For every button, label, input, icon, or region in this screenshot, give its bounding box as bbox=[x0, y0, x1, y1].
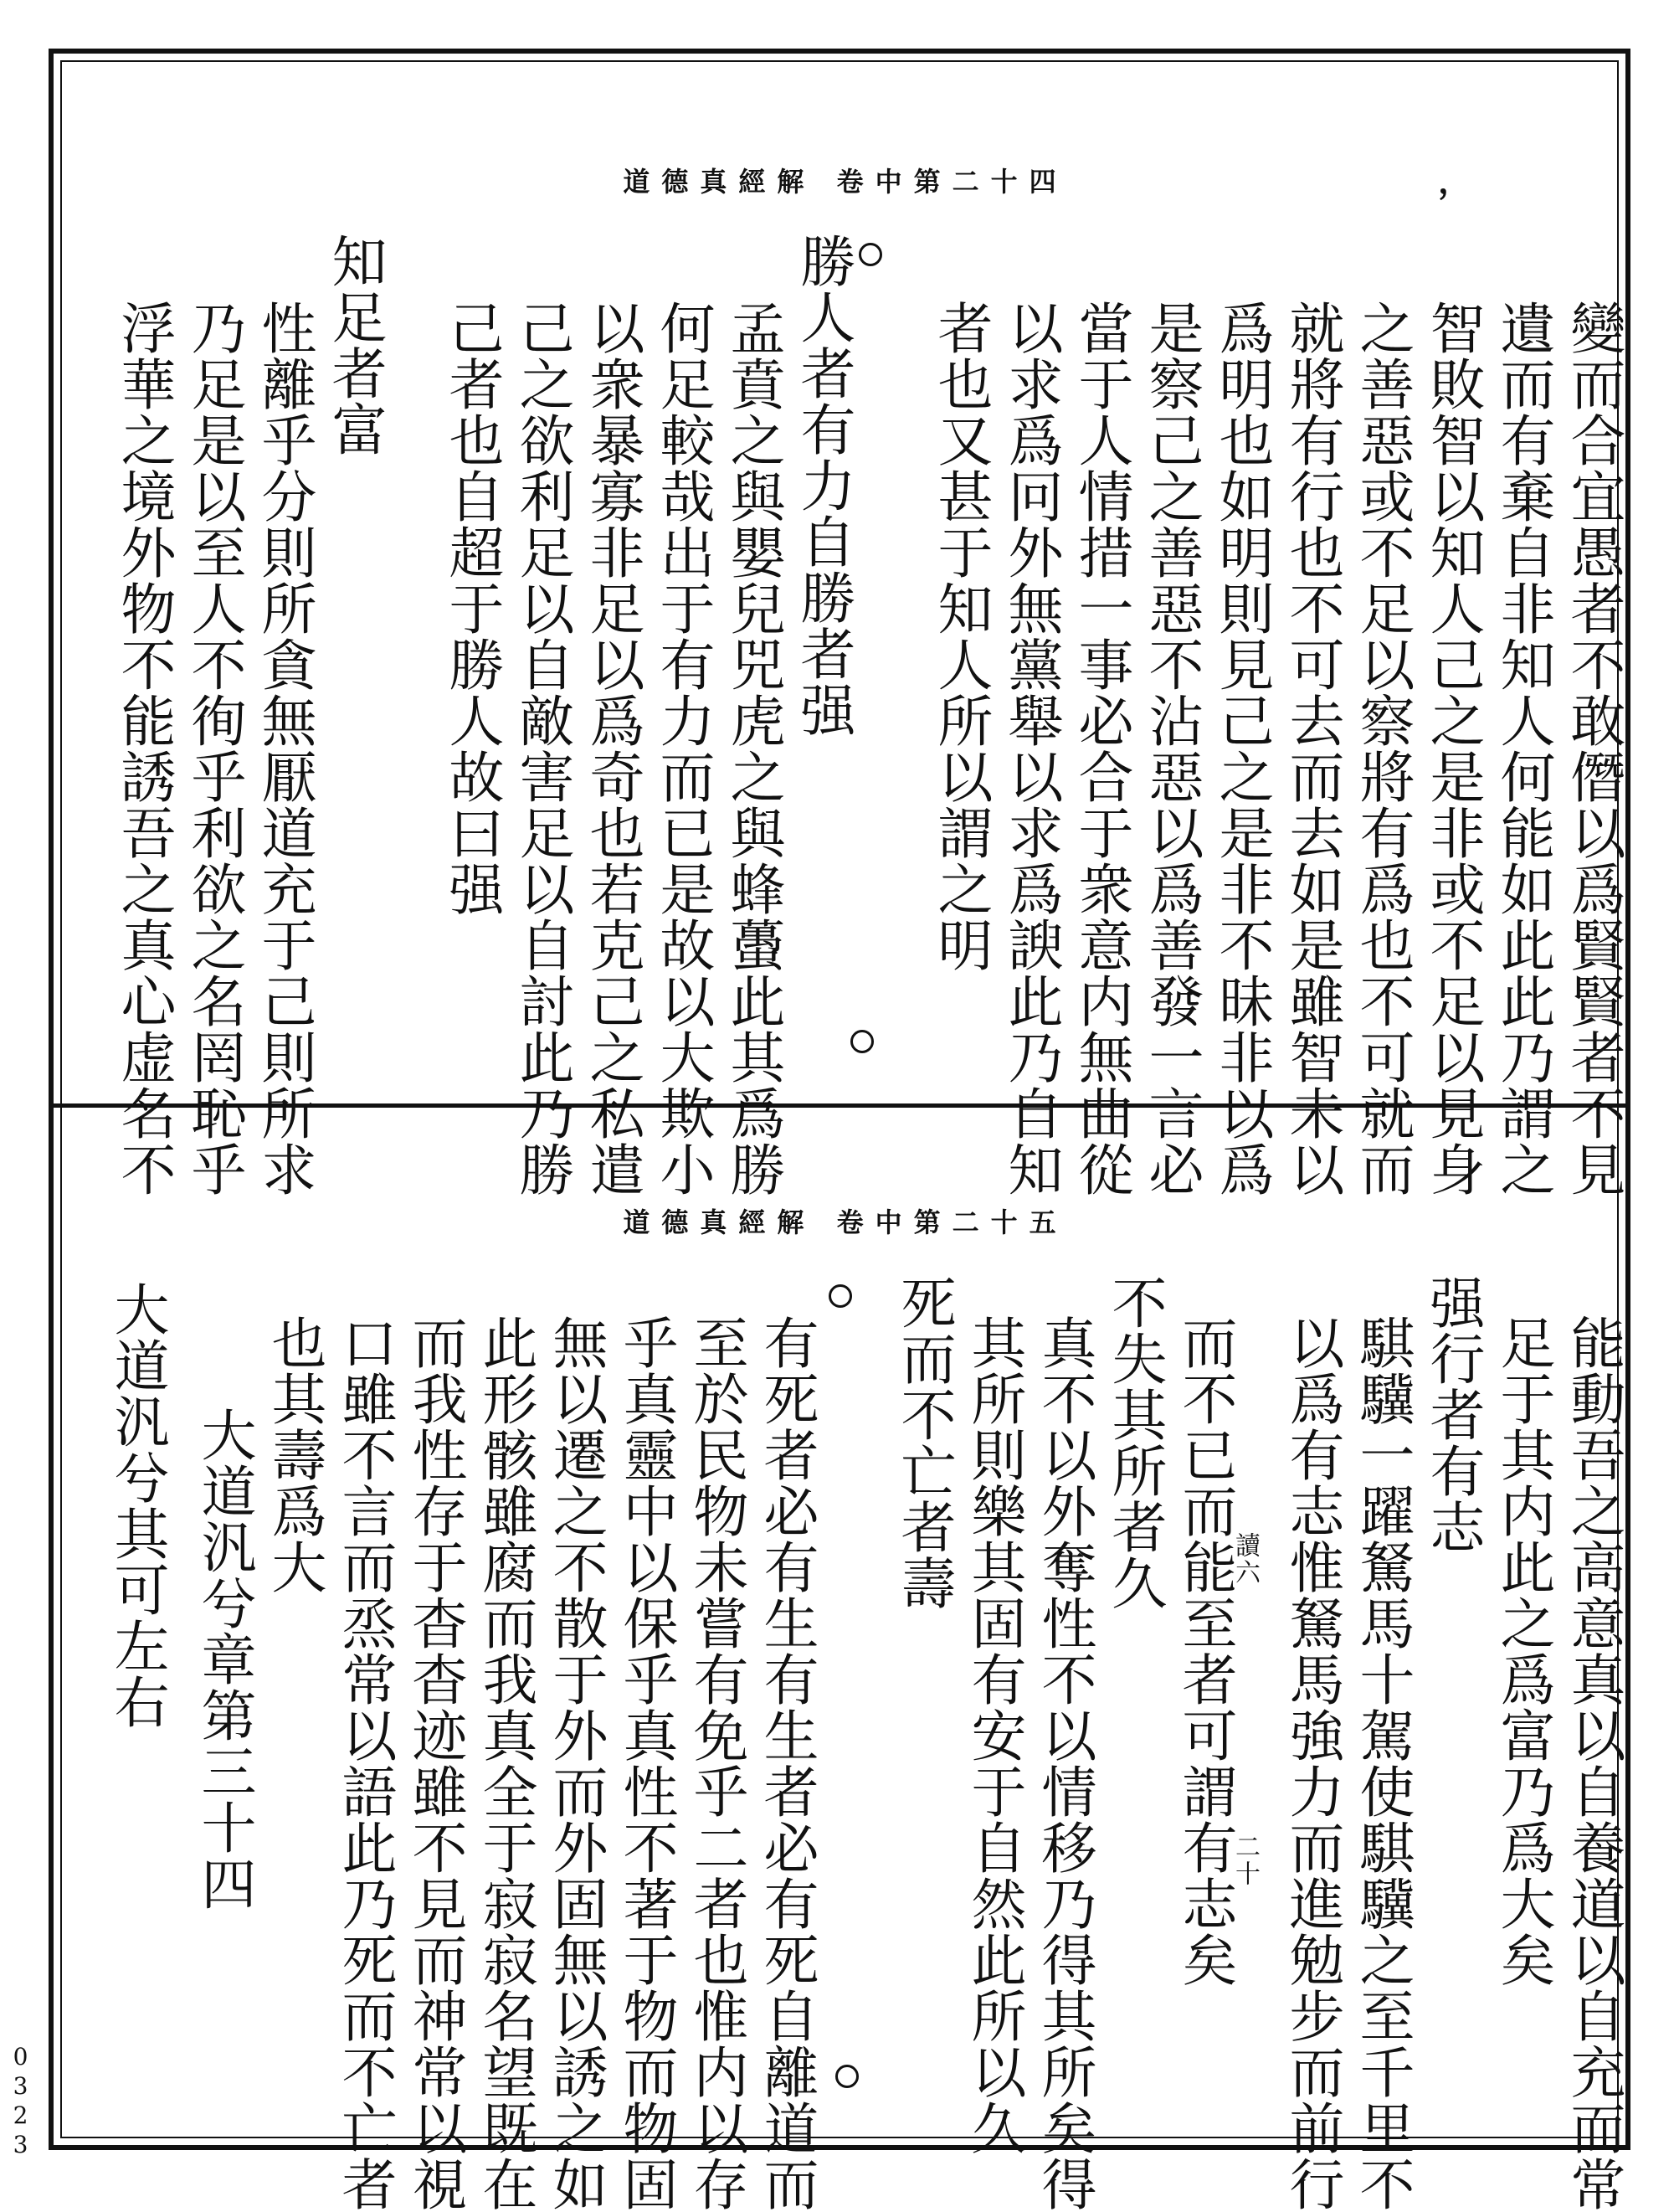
text-column: 是察己之善惡不沾惡以爲善發一言必 bbox=[1139, 300, 1204, 1197]
text-column: 真不以外奪性不以情移乃得其所矣得 bbox=[1032, 1314, 1096, 2212]
text-column: 智敗智以知人己之是非或不足以見身 bbox=[1420, 300, 1485, 1197]
text-column: 乎真靈中以保乎真性不著于物而物固 bbox=[614, 1314, 678, 2212]
paragraph-circle-mark bbox=[835, 2065, 859, 2088]
text-column: 變而合宜愚者不敢僭以爲賢賢者不見 bbox=[1561, 300, 1625, 1197]
text-column: 遺而有棄自非知人何能如此此乃謂之 bbox=[1491, 300, 1555, 1197]
bottom-panel bbox=[84, 1122, 1625, 2212]
scripture-column: 不失其所者久 bbox=[1102, 1274, 1167, 1611]
text-column: 而不已而能至者可謂有志矣 bbox=[1173, 1314, 1237, 1988]
scripture-column: 勝人者有力自勝者强 bbox=[791, 233, 855, 738]
scripture-column: 死而不亡者壽 bbox=[891, 1274, 956, 1611]
paragraph-circle-mark bbox=[829, 1284, 852, 1308]
text-column: 性離乎分則所貪無厭道充于己則所求 bbox=[252, 300, 316, 1197]
chapter-title: 大道汎兮章第三十四 bbox=[192, 1407, 256, 1911]
text-column: 無以遷之不散于外而外固無以誘之如 bbox=[543, 1314, 608, 2212]
text-column: 己之欲利足以自敵害足以自討此乃勝 bbox=[510, 300, 574, 1197]
text-column: 而我性存于杳杳迹雖不見而神常以視 bbox=[403, 1314, 467, 2212]
marginal-note: 二十 bbox=[1230, 1834, 1260, 1887]
text-column: 有死者必有生有生者必有死自離道而 bbox=[754, 1314, 819, 2212]
text-column: 孟賁之與嬰兒兕虎之與蜂蠆此其爲勝 bbox=[721, 300, 785, 1197]
text-column: 何足較哉出于有力而已是故以大欺小 bbox=[650, 300, 715, 1197]
text-column: 己者也自超于勝人故曰强 bbox=[439, 300, 504, 917]
top-corner-mark: ， bbox=[1438, 162, 1471, 201]
scripture-column: 大道汎兮其可左右 bbox=[105, 1281, 169, 1730]
text-column: 能動吾之高意真以自養道以自充而常 bbox=[1561, 1314, 1625, 2212]
text-column: 足于其内此之爲富乃爲大矣 bbox=[1491, 1314, 1555, 1988]
text-column: 以爲有志惟駑馬強力而進勉步而前行 bbox=[1280, 1314, 1344, 2212]
text-column: 乃足是以至人不徇乎利欲之名罔恥乎 bbox=[182, 300, 246, 1197]
text-column: 浮華之境外物不能誘吾之真心虚名不 bbox=[111, 300, 176, 1197]
bottom-running-header: 道德真經解 卷中第二十五 bbox=[623, 1206, 1068, 1238]
text-column: 至於民物未嘗有免乎二者也惟内以存 bbox=[684, 1314, 748, 2212]
text-column: 也其壽爲大 bbox=[262, 1314, 326, 1595]
text-column: 以求爲冋外無黨舉以求爲諛此乃自知 bbox=[999, 300, 1063, 1197]
text-column: 者也又甚于知人所以謂之明 bbox=[928, 300, 993, 973]
text-column: 就將有行也不可去而去如是雖智未以 bbox=[1280, 300, 1344, 1197]
text-column: 騏驥一躍駑馬十駕使騏驥之至千里不 bbox=[1350, 1314, 1415, 2212]
marginal-note: 讀六 bbox=[1230, 1532, 1260, 1586]
text-column: 爲明也如明則見己之是非不昧非以爲 bbox=[1209, 300, 1274, 1197]
scripture-column: 知足者富 bbox=[322, 233, 387, 457]
top-running-header: 道德真經解 卷中第二十四 bbox=[623, 166, 1068, 198]
paragraph-circle-mark bbox=[859, 243, 882, 266]
text-column: 當于人情措一事必合于衆意内無曲從 bbox=[1069, 300, 1133, 1197]
text-column: 之善惡或不足以察將有爲也不可就而 bbox=[1350, 300, 1415, 1197]
text-column: 其所則樂其固有安于自然此所以久 bbox=[962, 1314, 1026, 2156]
scripture-column: 强行者有志 bbox=[1420, 1274, 1485, 1555]
text-column: 此形骸雖腐而我真全于寂寂名望既在 bbox=[473, 1314, 537, 2212]
top-panel bbox=[84, 67, 1625, 1197]
text-column: 口雖不言而烝常以語此乃死而不亡者 bbox=[332, 1314, 397, 2212]
paragraph-circle-mark bbox=[850, 1030, 874, 1053]
text-column: 以衆暴寡非足以爲奇也若克己之私遣 bbox=[580, 300, 644, 1197]
page-number: 0323 bbox=[7, 2043, 34, 2160]
